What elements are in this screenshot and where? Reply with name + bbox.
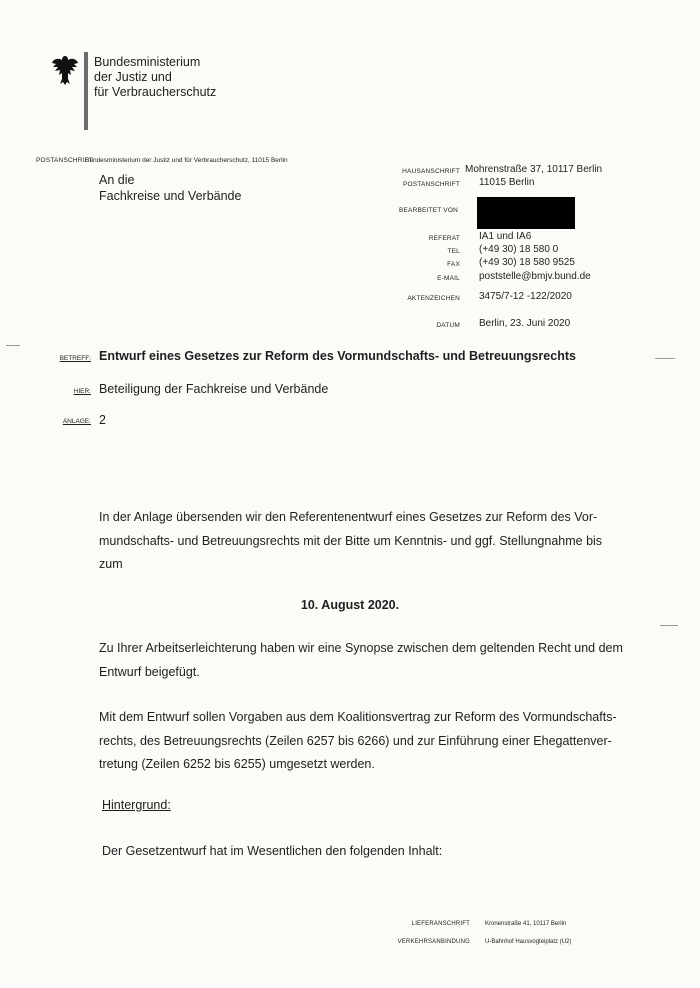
tel-label: TEL: [447, 248, 460, 255]
paragraph-line: Mit dem Entwurf sollen Vorgaben aus dem Koalitionsvertrag zur Reform des Vormundschafts-: [99, 710, 617, 724]
letterhead-bar: [84, 52, 88, 130]
subject-title: Entwurf eines Gesetzes zur Reform des Vormundschafts- und Betreuungsrechts: [99, 349, 576, 363]
datum-label: DATUM: [436, 322, 460, 329]
return-address-text: Bundesministerium der Justiz und für Verbraucherschutz, 11015 Berlin: [85, 157, 288, 164]
ministry-line: für Verbraucherschutz: [94, 85, 217, 99]
paragraph-line: zum: [99, 557, 123, 571]
lieferanschrift-value: Kronenstraße 41, 10117 Berlin: [485, 921, 567, 927]
betreff-label: BETREFF:: [59, 355, 91, 362]
hier-label: HIER:: [73, 388, 91, 395]
paragraph-line: Zu Ihrer Arbeitserleichterung haben wir eine Synopse zwischen dem geltenden Recht und dem: [99, 641, 623, 655]
hausanschrift-label: HAUSANSCHRIFT: [402, 168, 460, 175]
paragraph-line: Entwurf beigefügt.: [99, 664, 200, 679]
recipient-block: [99, 172, 241, 204]
email-label: E-MAIL: [437, 275, 460, 282]
aktenzeichen-label: AKTENZEICHEN: [407, 295, 460, 302]
fax-label: FAX: [447, 261, 460, 268]
tel-value: (+49 30) 18 580 0: [479, 244, 559, 255]
verkehr-label: VERKEHRSANBINDUNG: [397, 939, 470, 945]
ministry-line: Bundesministerium: [94, 55, 201, 69]
verkehr-value: U-Bahnhof Hausvogteiplatz (U2): [485, 939, 572, 945]
paragraph-line: tretung (Zeilen 6252 bis 6255) umgesetzt werden.: [99, 757, 375, 771]
paragraph-1: [99, 506, 639, 577]
paragraph-line: rechts, des Betreuungsrechts (Zeilen 6257 bis 6266) und zur Einführung einer Ehegattenver-: [99, 733, 612, 748]
email-value: poststelle@bmjv.bund.de: [479, 271, 591, 282]
postanschrift-label: POSTANSCHRIFT: [402, 181, 460, 188]
paragraph-line: mundschafts- und Betreuungsrechts mit der Bitte um Kenntnis- und ggf. Stellungnahme bis: [99, 533, 603, 548]
ministry-line: der Justiz und: [94, 70, 172, 84]
subject-anlage: 2: [99, 413, 106, 427]
scan-artifact: [655, 358, 675, 359]
anlage-label: ANLAGE:: [62, 418, 91, 425]
paragraph-2: [99, 637, 639, 684]
subject-hier: Beteiligung der Fachkreise und Verbände: [99, 382, 329, 396]
hausanschrift-value: Mohrenstraße 37, 10117 Berlin: [465, 164, 603, 175]
lieferanschrift-label: LIEFERANSCHRIFT: [411, 921, 470, 927]
fax-value: (+49 30) 18 580 9525: [479, 257, 575, 268]
deadline-date: 10. August 2020.: [300, 598, 400, 612]
scan-artifact: [660, 625, 678, 626]
aktenzeichen-value: 3475/7-12 -122/2020: [479, 291, 572, 302]
datum-value: Berlin, 23. Juni 2020: [479, 318, 571, 329]
federal-eagle-icon: [50, 54, 80, 86]
bearbeitet-label: BEARBEITET VON: [398, 207, 458, 214]
postanschrift-value: 11015 Berlin: [479, 177, 535, 188]
paragraph-3: [99, 706, 639, 777]
redaction-box: [477, 197, 575, 229]
referat-value: IA1 und IA6: [479, 231, 532, 242]
referat-label: REFERAT: [428, 235, 460, 242]
return-address-label: POSTANSCHRIFT: [36, 157, 94, 164]
recipient-line: An die: [99, 173, 135, 187]
ministry-name: [94, 55, 216, 100]
paragraph-line: In der Anlage übersenden wir den Referentenentwurf eines Gesetzes zur Reform des Vor-: [99, 510, 598, 524]
section-intro: Der Gesetzentwurf hat im Wesentlichen den folgenden Inhalt:: [102, 844, 443, 858]
recipient-line: Fachkreise und Verbände: [99, 189, 242, 203]
section-heading: Hintergrund:: [102, 798, 171, 812]
fold-mark: [6, 345, 20, 346]
